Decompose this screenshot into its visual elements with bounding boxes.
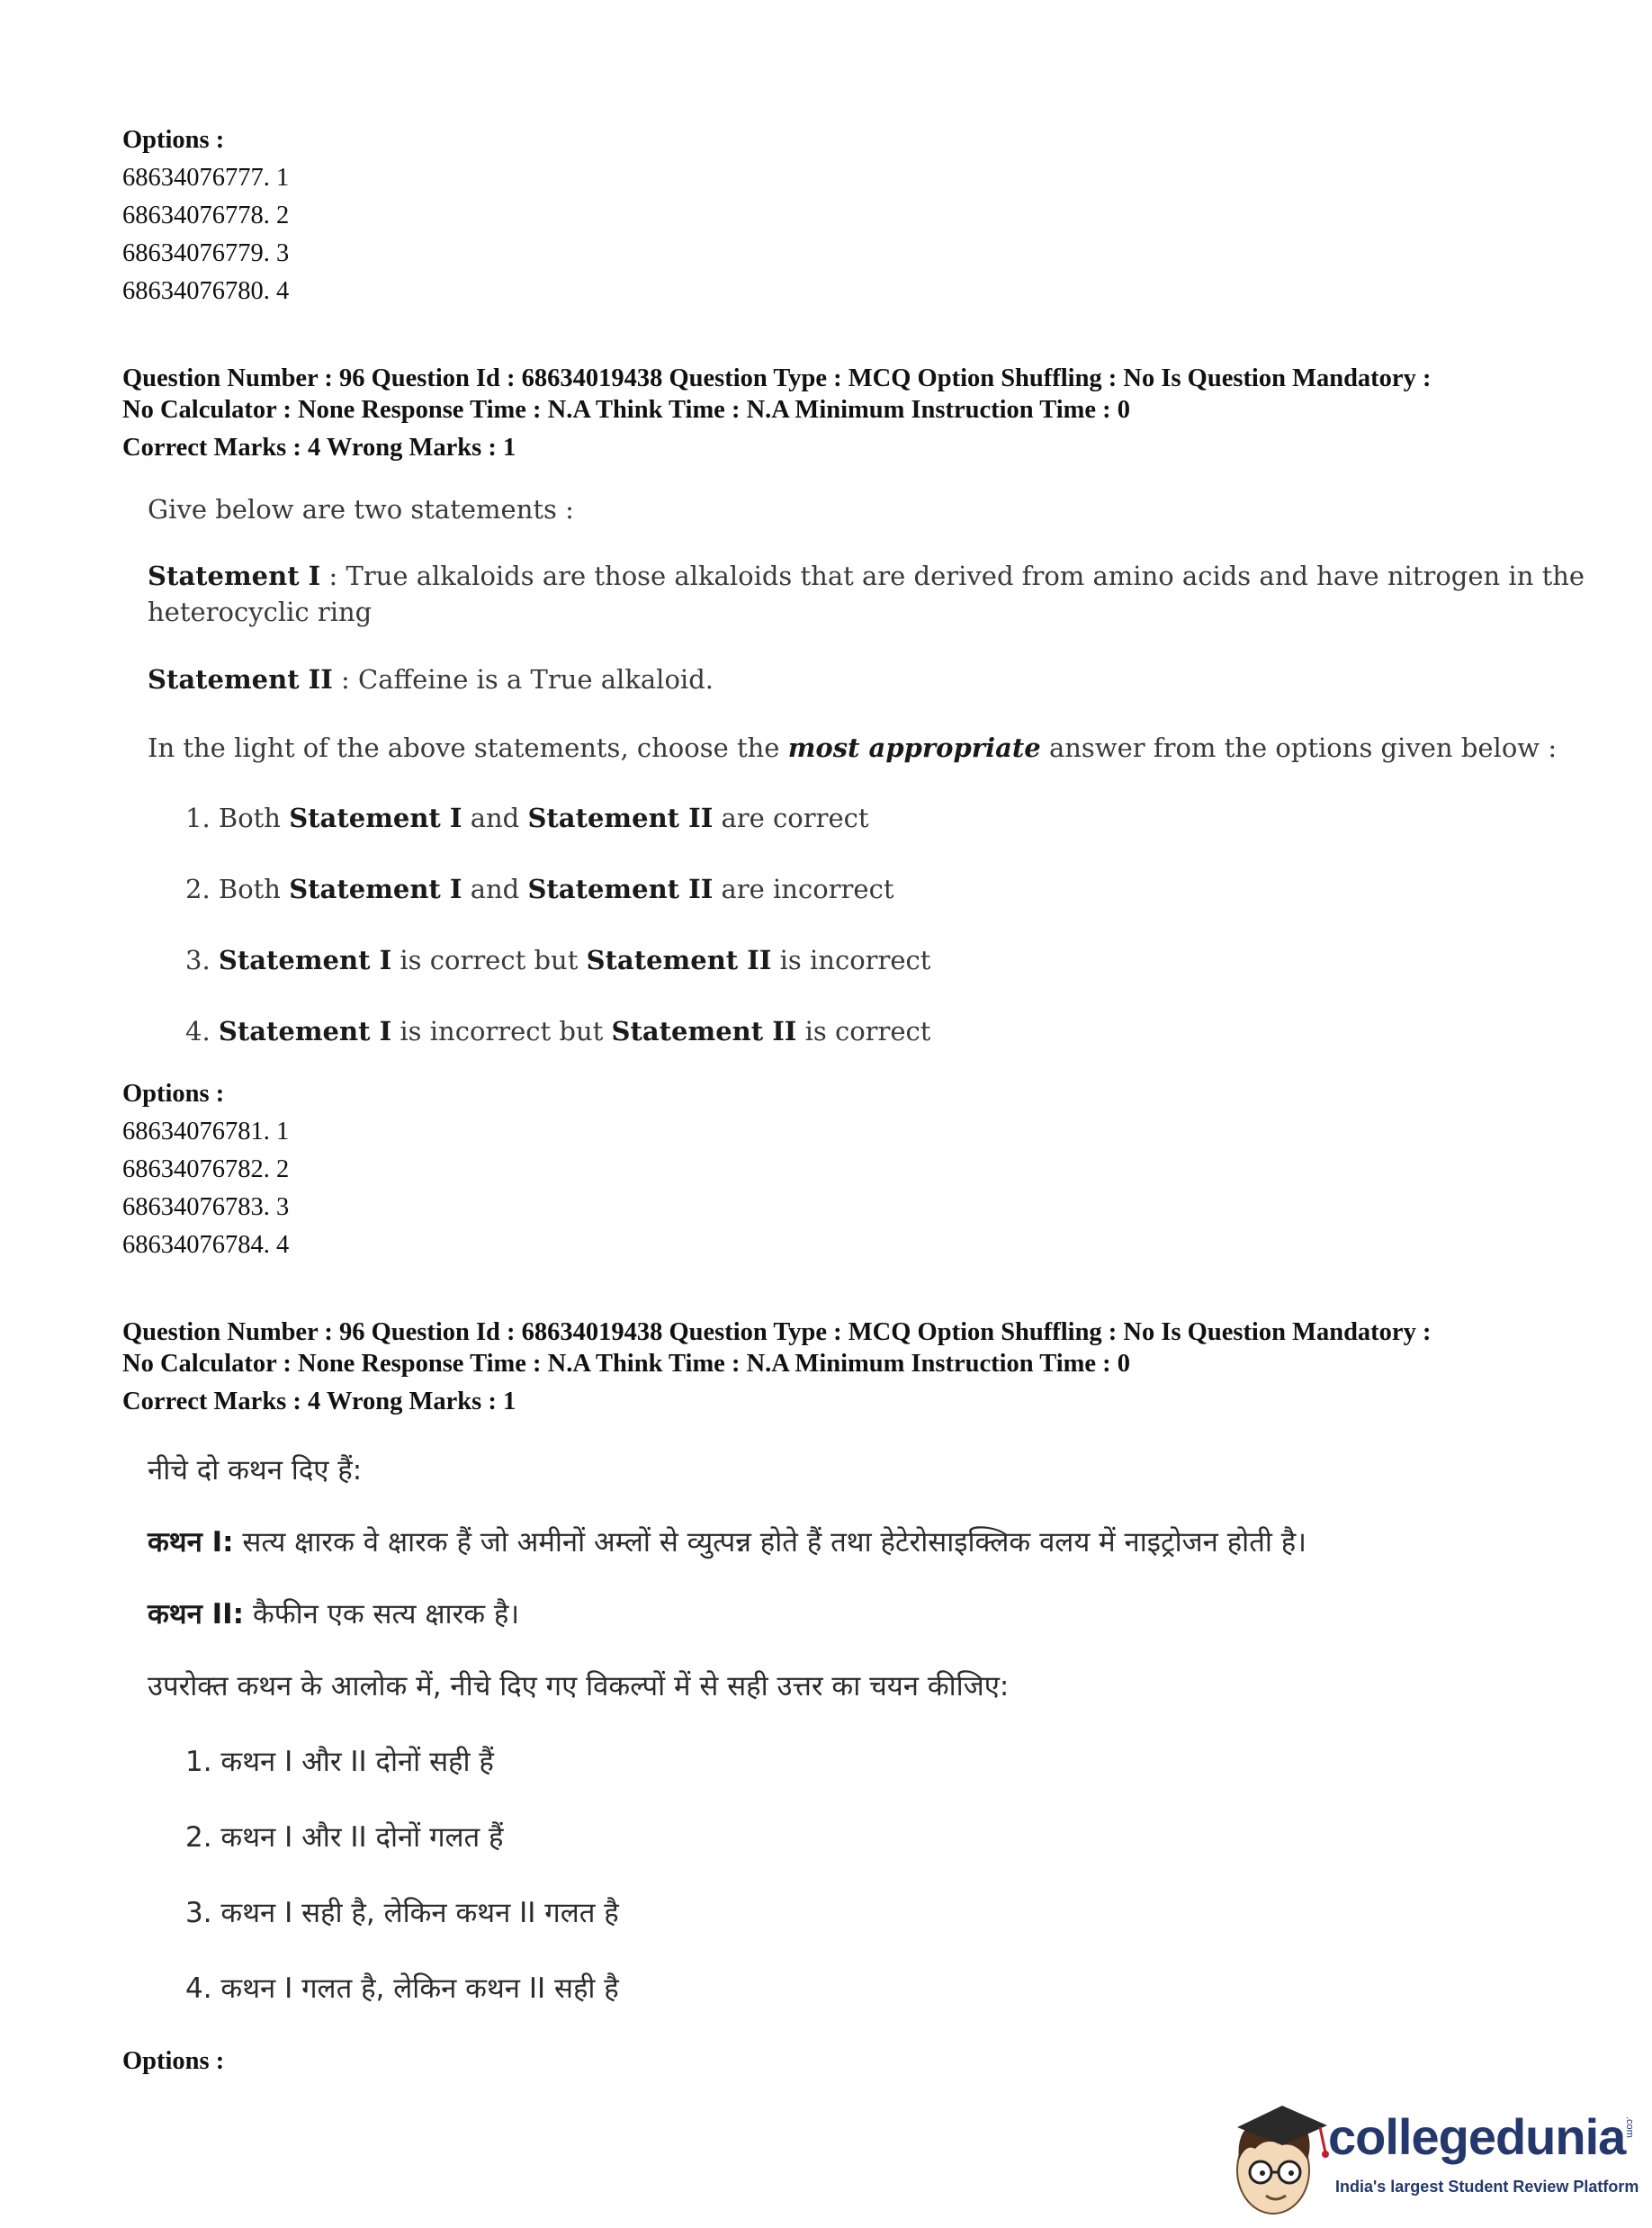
choice-1: 1. Both Statement I and Statement II are correct xyxy=(185,803,869,833)
question-body-hi xyxy=(148,1451,1306,2008)
choice-3: 3. Statement I is correct but Statement II is incorrect xyxy=(185,945,931,975)
marks-line: Correct Marks : 4 Wrong Marks : 1 xyxy=(122,1388,516,1415)
statement-label: Statement II xyxy=(148,664,333,695)
choice-2: 2. Both Statement I and Statement II are incorrect xyxy=(185,874,894,904)
meta-line: No Calculator : None Response Time : N.A Think Time : N.A Minimum Instruction Time : 0 xyxy=(122,1350,1131,1378)
question-meta-hi xyxy=(122,1314,1431,1421)
options-heading: Options : xyxy=(122,1080,225,1108)
brand-domain: .com xyxy=(1624,2116,1635,2138)
statement-2: Statement II : Caffeine is a True alkaloid. xyxy=(148,664,714,695)
options-heading: Options : xyxy=(122,126,225,154)
choice-1: 1. कथन I और II दोनों सही हैं xyxy=(185,1746,494,1778)
option-item: 68634076778. 2 xyxy=(122,202,290,229)
question-meta-en xyxy=(122,360,1431,467)
meta-line: Question Number : 96 Question Id : 68634019438 Question Type : MCQ Option Shuffling : No Is Question Mandatory : xyxy=(122,1318,1432,1346)
brand-wordmark: collegedunia xyxy=(1328,2108,1626,2165)
statement-label: Statement I xyxy=(148,561,321,591)
question-intro: Give below are two statements : xyxy=(148,494,574,525)
statement-1-cont: heterocyclic ring xyxy=(148,597,373,627)
question-prompt: In the light of the above statements, choose the most appropriate answer from the options given below : xyxy=(148,732,1558,763)
option-item: 68634076777. 1 xyxy=(122,164,290,192)
choice-4: 4. Statement I is incorrect but Statement II is correct xyxy=(185,1016,931,1047)
statement-label: कथन II: xyxy=(148,1598,245,1631)
question-intro: नीचे दो कथन दिए हैं: xyxy=(148,1454,363,1487)
statement-1: Statement I : True alkaloids are those alkaloids that are derived from amino acids and have nitrogen in the xyxy=(148,561,1585,591)
options-heading: Options : xyxy=(122,2047,225,2075)
emphasis-text: most appropriate xyxy=(787,732,1041,763)
statement-label: कथन I: xyxy=(148,1526,234,1559)
brand-tagline: India's largest Student Review Platform xyxy=(1335,2178,1639,2196)
options-block-en xyxy=(122,1075,289,1264)
option-item: 68634076783. 3 xyxy=(122,1193,290,1221)
question-prompt: उपरोक्त कथन के आलोक में, नीचे दिए गए विकल्पों में से सही उत्तर का चयन कीजिए: xyxy=(148,1670,1010,1702)
question-body-en xyxy=(148,491,1585,1049)
meta-line: No Calculator : None Response Time : N.A Think Time : N.A Minimum Instruction Time : 0 xyxy=(122,396,1131,424)
options-block-hi xyxy=(122,2043,224,2080)
option-item: 68634076784. 4 xyxy=(122,1231,290,1259)
choice-4: 4. कथन I गलत है, लेकिन कथन II सही है xyxy=(185,1972,619,2005)
option-item: 68634076782. 2 xyxy=(122,1155,290,1183)
prev-options-block xyxy=(122,121,289,310)
choice-3: 3. कथन I सही है, लेकिन कथन II गलत है xyxy=(185,1897,619,1929)
meta-line: Question Number : 96 Question Id : 68634019438 Question Type : MCQ Option Shuffling : No Is Question Mandatory : xyxy=(122,364,1432,392)
option-item: 68634076781. 1 xyxy=(122,1118,290,1145)
statement-1: कथन I: सत्य क्षारक वे क्षारक हैं जो अमीनों अम्लों से व्युत्पन्न होते हैं तथा हेटेरोसाइक्लिक वलय में नाइट्रोजन होती है। xyxy=(148,1526,1306,1559)
choice-2: 2. कथन I और II दोनों गलत हैं xyxy=(185,1821,504,1854)
statement-2: कथन II: कैफीन एक सत्य क्षारक है। xyxy=(148,1598,520,1631)
marks-line: Correct Marks : 4 Wrong Marks : 1 xyxy=(122,434,516,462)
option-item: 68634076780. 4 xyxy=(122,277,290,305)
option-item: 68634076779. 3 xyxy=(122,239,290,267)
